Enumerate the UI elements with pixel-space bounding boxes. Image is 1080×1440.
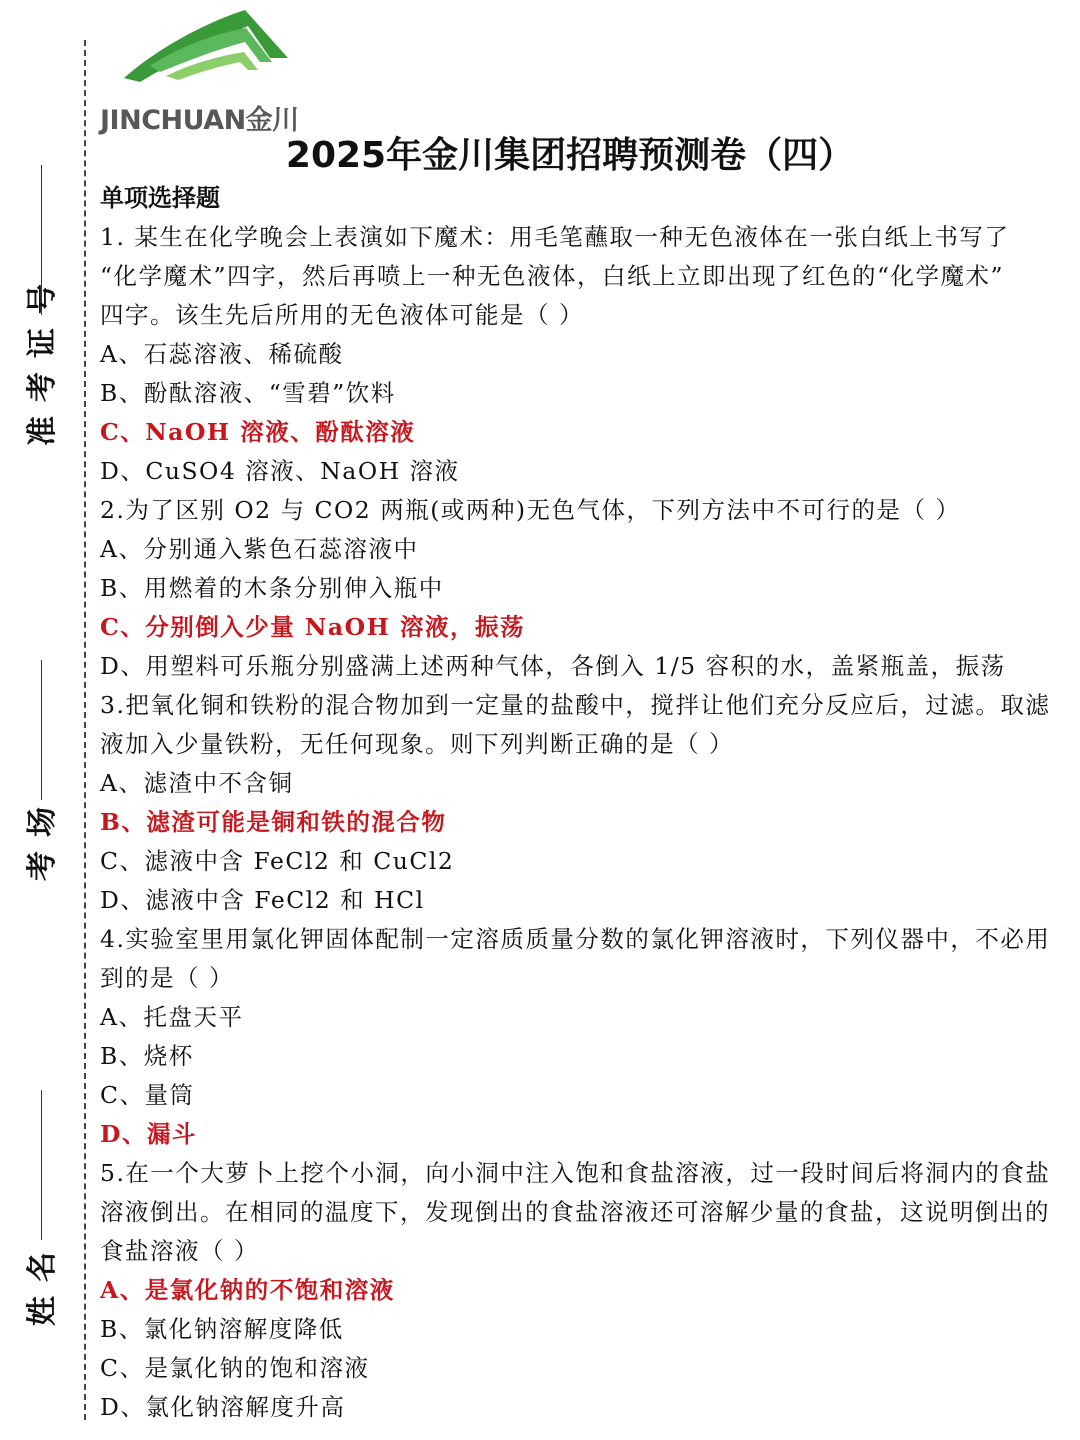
option-a: A、石蕊溶液、稀硫酸 xyxy=(100,340,344,368)
question-stem-line: 溶液倒出。在相同的温度下，发现倒出的食盐溶液还可溶解少量的食盐，这说明倒出的 xyxy=(100,1198,1050,1226)
question-stem-line: “化学魔术”四字，然后再喷上一种无色液体，白纸上立即出现了红色的“化学魔术” xyxy=(100,262,1005,290)
question-1 xyxy=(100,218,1076,491)
dashed-cut-line xyxy=(84,40,86,1420)
option-d: D、滤液中含 FeCl2 和 HCl xyxy=(100,886,425,914)
mountain-logo-icon xyxy=(120,6,290,86)
fill-in-line xyxy=(41,660,42,800)
option-d: D、用塑料可乐瓶分别盛满上述两种气体，各倒入 1/5 容积的水，盖紧瓶盖，振荡 xyxy=(100,652,1006,680)
question-stem-line: 四字。该生先后所用的无色液体可能是（ ） xyxy=(100,301,584,329)
section-heading: 单项选择题 xyxy=(100,184,220,212)
question-stem-line: 到的是（ ） xyxy=(100,964,234,992)
binding-margin xyxy=(0,0,88,1440)
question-stem-line: 液加入少量铁粉，无任何现象。则下列判断正确的是（ ） xyxy=(100,730,734,758)
option-a: A、分别通入紫色石蕊溶液中 xyxy=(100,535,419,563)
margin-field-exam-room xyxy=(18,660,68,920)
logo-wordmark: JINCHUAN金川 xyxy=(100,105,299,136)
option-c-answer: C、NaOH 溶液、酚酞溶液 xyxy=(100,418,416,446)
option-a-answer: A、是氯化钠的不饱和溶液 xyxy=(100,1276,395,1304)
option-c: C、是氯化钠的饱和溶液 xyxy=(100,1354,370,1382)
option-b: B、酚酞溶液、“雪碧”饮料 xyxy=(100,379,396,407)
option-d: D、氯化钠溶解度升高 xyxy=(100,1393,346,1421)
jinchuan-logo xyxy=(100,6,340,136)
option-c: C、量筒 xyxy=(100,1081,195,1109)
option-a: A、托盘天平 xyxy=(100,1003,244,1031)
question-3 xyxy=(100,686,1076,920)
margin-label-exam-room: 考场 xyxy=(25,793,60,881)
question-list xyxy=(100,178,1076,1427)
margin-field-name xyxy=(18,1090,68,1360)
option-b: B、氯化钠溶解度降低 xyxy=(100,1315,344,1343)
option-b-answer: B、滤渣可能是铜和铁的混合物 xyxy=(100,808,447,836)
margin-label-exam-number: 准考证号 xyxy=(25,270,60,446)
option-d-answer: D、漏斗 xyxy=(100,1120,197,1148)
question-2 xyxy=(100,491,1076,686)
question-stem-line: 1. 某生在化学晚会上表演如下魔术：用毛笔蘸取一种无色液体在一张白纸上书写了 xyxy=(100,223,1010,251)
page-title: 2025年金川集团招聘预测卷（四） xyxy=(285,135,855,176)
question-stem-line: 食盐溶液（ ） xyxy=(100,1237,259,1265)
option-c-answer: C、分别倒入少量 NaOH 溶液，振荡 xyxy=(100,613,525,641)
question-stem-line: 4.实验室里用氯化钾固体配制一定溶质质量分数的氯化钾溶液时，下列仪器中，不必用 xyxy=(100,925,1051,953)
option-d: D、CuSO4 溶液、NaOH 溶液 xyxy=(100,457,460,485)
question-stem-line: 5.在一个大萝卜上挖个小洞，向小洞中注入饱和食盐溶液，过一段时间后将洞内的食盐 xyxy=(100,1159,1051,1187)
question-4 xyxy=(100,920,1076,1154)
question-5 xyxy=(100,1154,1076,1427)
option-c: C、滤液中含 FeCl2 和 CuCl2 xyxy=(100,847,455,875)
fill-in-line xyxy=(41,1090,42,1240)
option-b: B、烧杯 xyxy=(100,1042,194,1070)
option-b: B、用燃着的木条分别伸入瓶中 xyxy=(100,574,444,602)
question-stem-line: 2.为了区别 O2 与 CO2 两瓶(或两种)无色气体，下列方法中不可行的是（ ） xyxy=(100,496,961,524)
margin-field-exam-number xyxy=(18,165,68,485)
margin-label-name: 姓名 xyxy=(25,1238,60,1326)
option-a: A、滤渣中不含铜 xyxy=(100,769,294,797)
question-stem-line: 3.把氧化铜和铁粉的混合物加到一定量的盐酸中，搅拌让他们充分反应后，过滤。取滤 xyxy=(100,691,1051,719)
